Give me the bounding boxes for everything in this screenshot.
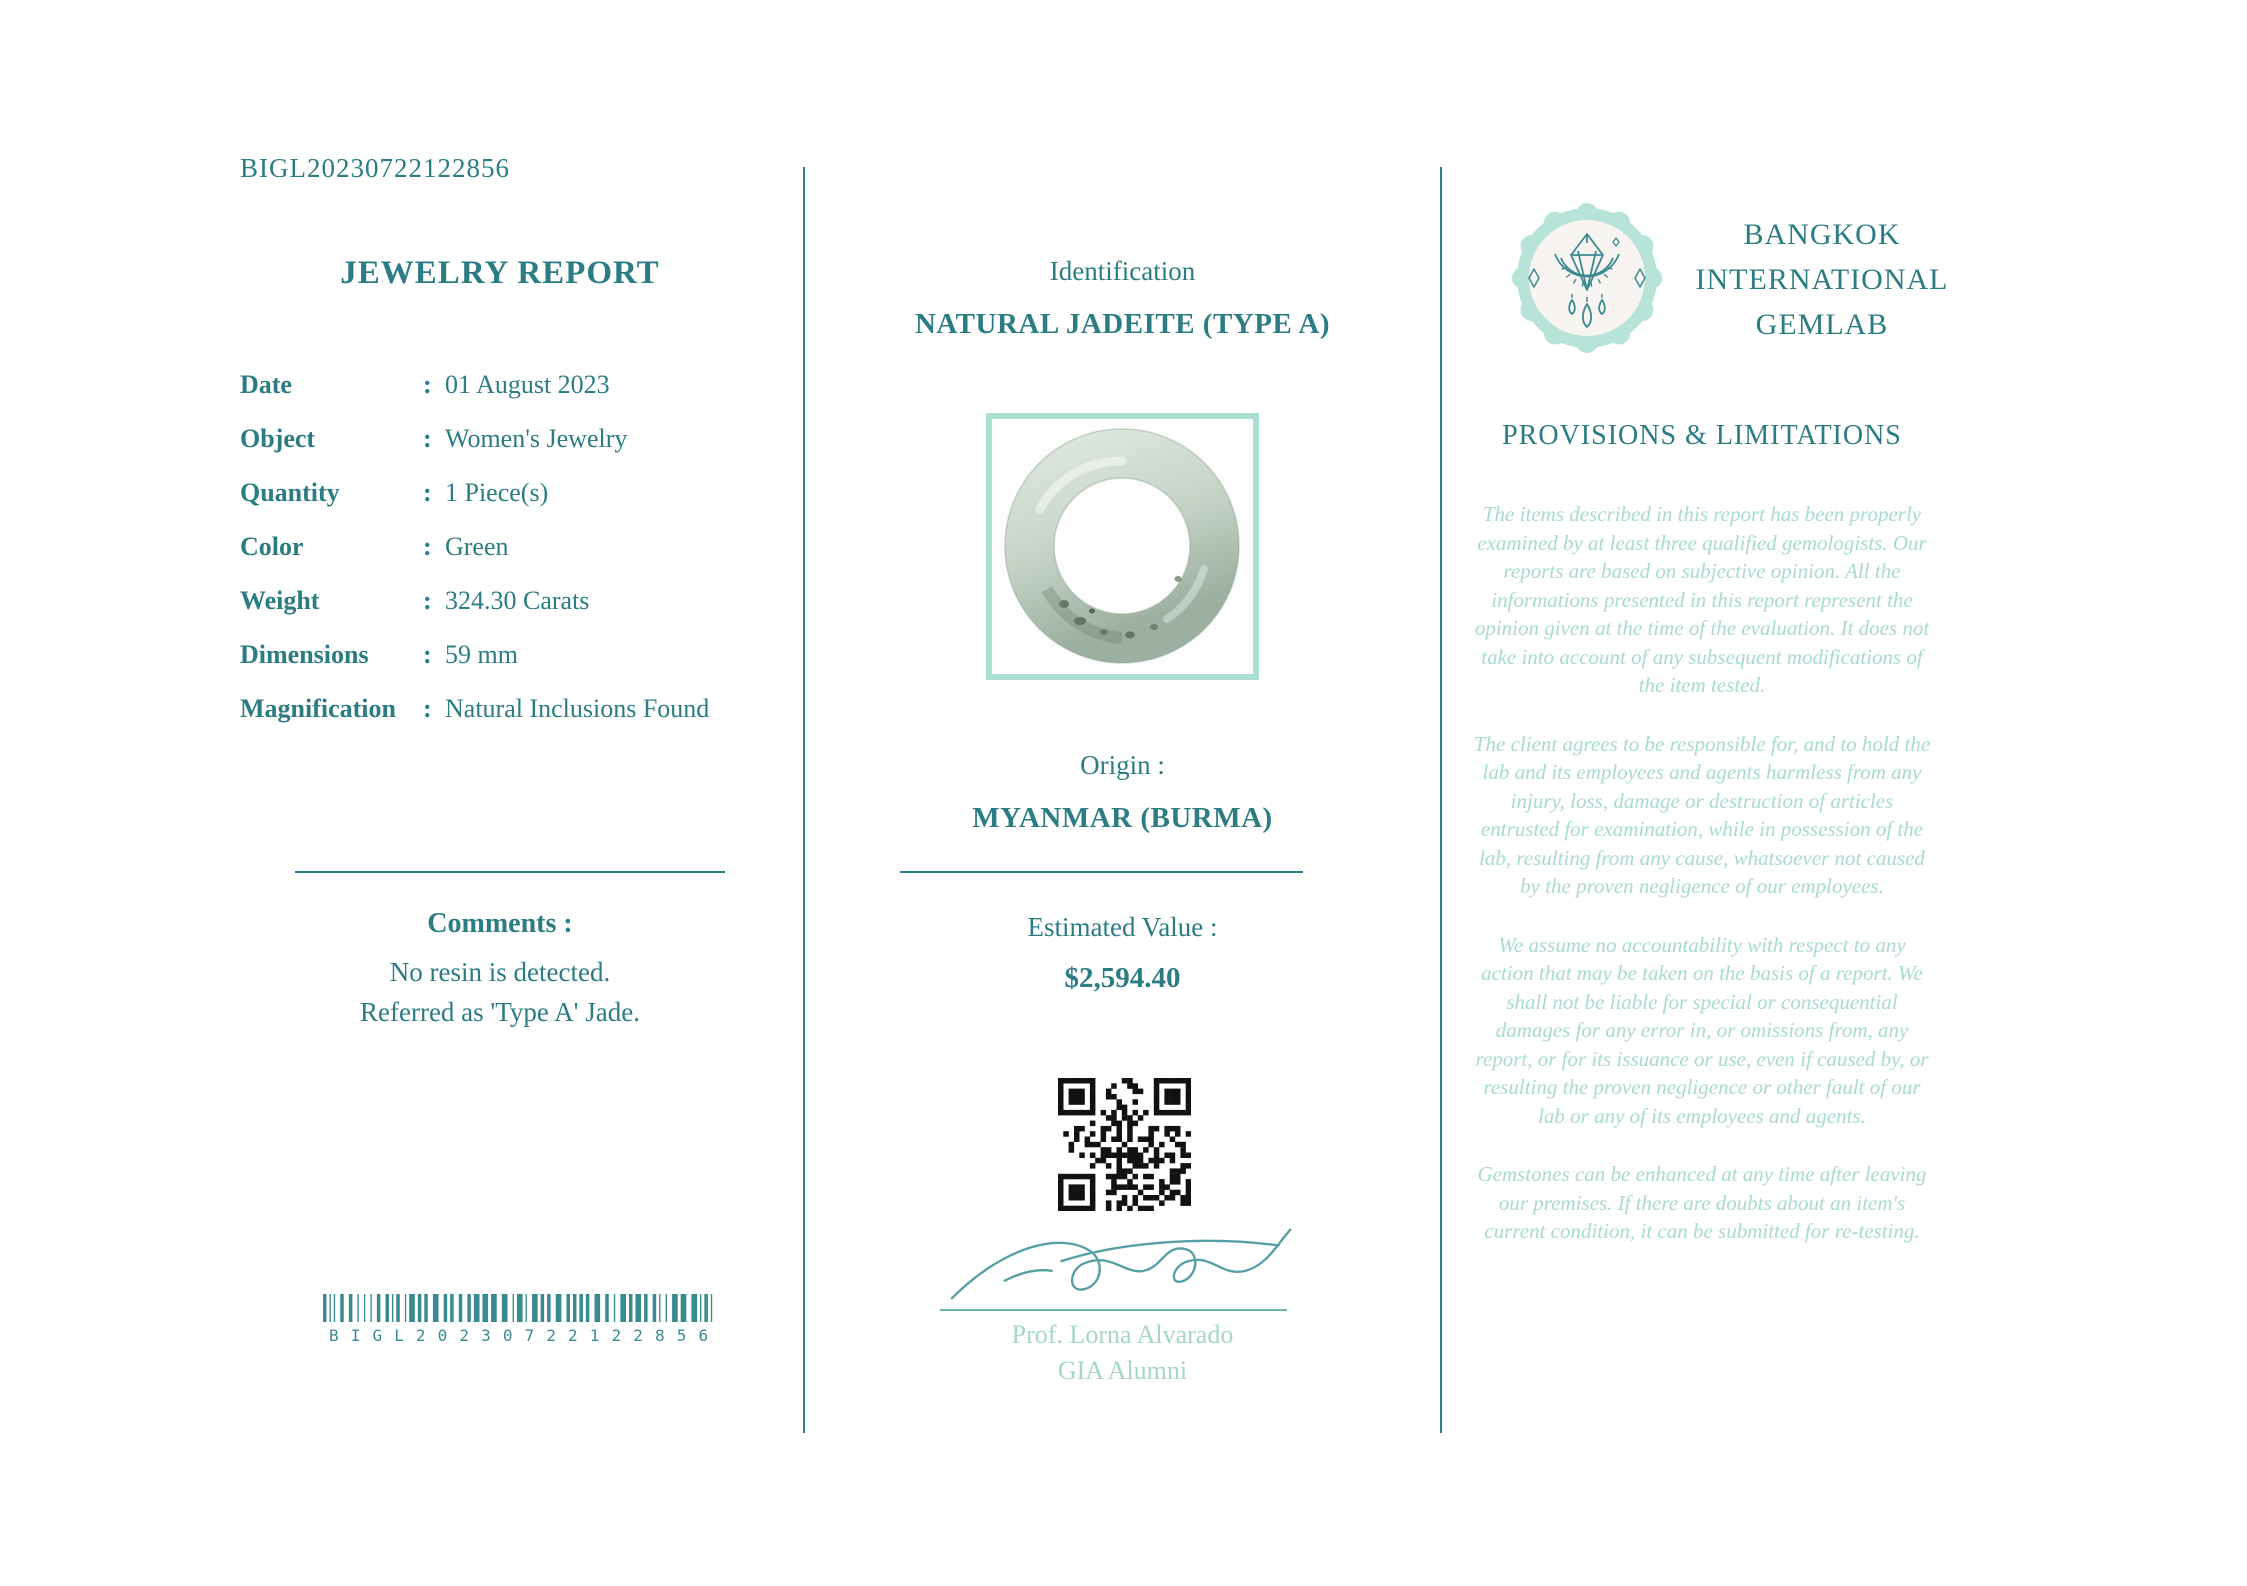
provision-paragraph: The items described in this report has been properly examined by at least three qualified gemologists. Our reports are based on subjective opinion. All the informations presented in this report represent the opinion given at the time of the evaluation. It does not take into account of any subsequent modifications of the item tested. (1474, 502, 1930, 697)
barcode-bars (323, 1294, 713, 1322)
jade-photo-frame (986, 413, 1259, 680)
signature-underline (940, 1309, 1287, 1311)
lab-name-line: GEMLAB (1755, 308, 1889, 341)
report-title: JEWELRY REPORT (340, 255, 660, 291)
comments-heading: Comments : (427, 908, 573, 939)
field-label: Object (240, 424, 316, 453)
field-row-magnification (240, 682, 760, 736)
origin-label: Origin : (1080, 750, 1165, 780)
field-row-quantity (240, 466, 760, 520)
lab-name (1672, 212, 1972, 347)
field-row-date (240, 358, 760, 412)
field-value: Women's Jewelry (445, 424, 628, 453)
report-number: BIGL20230722122856 (240, 153, 510, 183)
field-colon: : (423, 694, 432, 723)
field-value: 59 mm (445, 640, 518, 669)
comments-divider (295, 871, 725, 873)
field-colon: : (423, 640, 432, 669)
field-colon: : (423, 424, 432, 453)
column-divider-left (803, 167, 805, 1433)
field-value: 1 Piece(s) (445, 478, 549, 507)
gemlab-logo (1511, 198, 1663, 363)
signer-title: GIA Alumni (1057, 1356, 1188, 1385)
qr-code-pattern (1058, 1078, 1191, 1211)
field-row-object (240, 412, 760, 466)
field-colon: : (423, 370, 432, 399)
provisions-heading: PROVISIONS & LIMITATIONS (1502, 420, 1902, 451)
field-colon: : (423, 532, 432, 561)
field-label: Color (240, 532, 304, 561)
qr-code (1058, 1078, 1191, 1211)
barcode-label: BIGL20230722122856 (329, 1326, 721, 1345)
origin-value: MYANMAR (BURMA) (972, 802, 1273, 834)
field-colon: : (423, 478, 432, 507)
signer-name: Prof. Lorna Alvarado (1011, 1320, 1234, 1349)
identification-result: NATURAL JADEITE (TYPE A) (914, 308, 1331, 340)
report-fields (240, 358, 760, 736)
field-label: Weight (240, 586, 320, 615)
field-colon: : (423, 586, 432, 615)
provisions-text (1470, 500, 1934, 1276)
field-label: Dimensions (240, 640, 369, 669)
lab-name-line: BANGKOK (1743, 218, 1901, 251)
barcode (323, 1294, 713, 1322)
signature (942, 1222, 1302, 1310)
field-label: Quantity (240, 478, 340, 507)
field-value: 324.30 Carats (445, 586, 590, 615)
field-row-color (240, 520, 760, 574)
field-row-dimensions (240, 628, 760, 682)
field-label: Magnification (240, 694, 396, 723)
provision-paragraph: The client agrees to be responsible for, and to hold the lab and its employees and agents harmless from any injury, loss, damage or destruction of articles entrusted for examination, while in possession of the lab, resulting from any cause, whatsoever not caused by the proven negligence of our employees. (1473, 731, 1931, 898)
jade-bangle-image (992, 419, 1253, 674)
comment-line: No resin is detected. (389, 957, 611, 987)
provision-paragraph: Gemstones can be enhanced at any time after leaving our premises. If there are doubts about an item's current condition, it can be submitted for re-testing. (1477, 1162, 1927, 1243)
comment-line: Referred as 'Type A' Jade. (360, 997, 640, 1027)
value-divider (900, 871, 1303, 873)
identification-heading: Identification (1049, 256, 1196, 286)
column-divider-right (1440, 167, 1442, 1433)
provision-paragraph: We assume no accountability with respect to any action that may be taken on the basis of a report. We shall not be liable for special or consequential damages for any error in, or omissions from, any report, or for its issuance or use, even if caused by, or resulting the proven negligence or other fault of our lab or any of its employees and agents. (1475, 932, 1929, 1128)
estimated-value: $2,594.40 (1064, 962, 1181, 994)
field-row-weight (240, 574, 760, 628)
lab-name-line: INTERNATIONAL (1695, 263, 1949, 296)
field-value: 01 August 2023 (445, 370, 610, 399)
field-value: Natural Inclusions Found (445, 694, 710, 723)
field-value: Green (445, 532, 509, 561)
estimated-value-label: Estimated Value : (1027, 912, 1218, 942)
field-label: Date (240, 370, 292, 399)
comments-text (240, 952, 760, 1032)
